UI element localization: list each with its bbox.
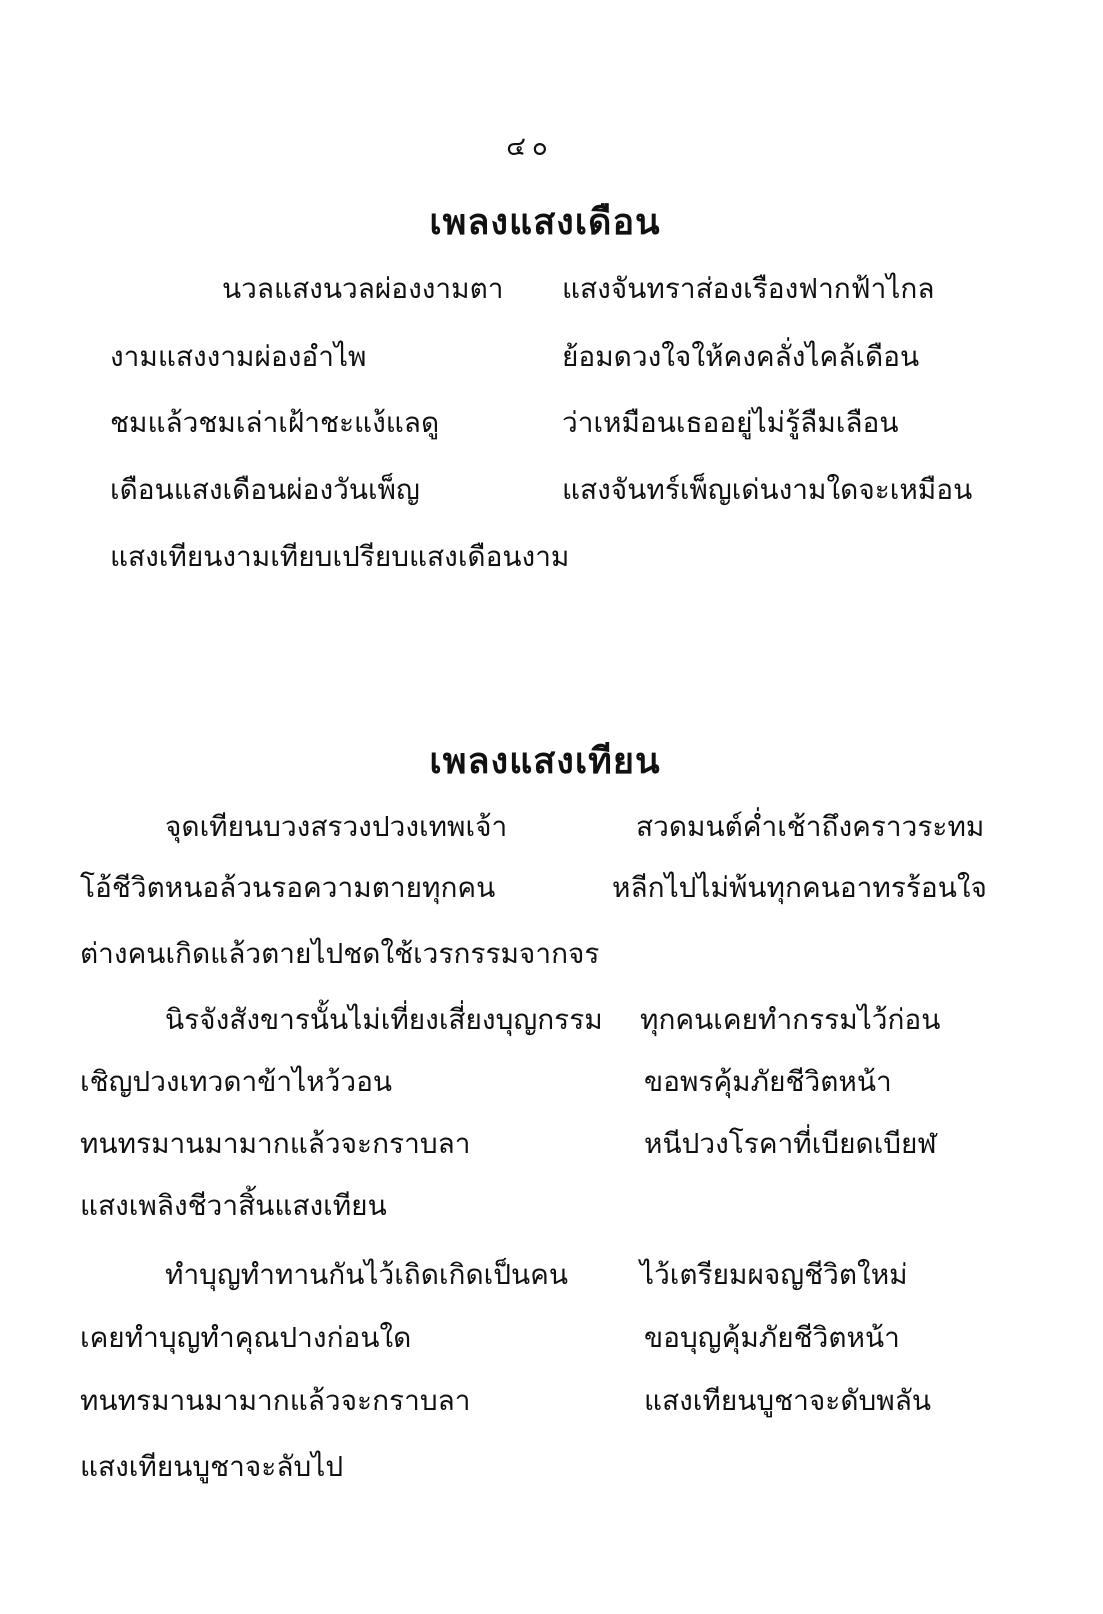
verse-line: ทำบุญทำทานกันไว้เถิดเกิดเป็นคน [165,1258,568,1291]
verse-line: ว่าเหมือนเธออยู่ไม่รู้ลืมเลือน [562,406,899,439]
verse-line: ไว้เตรียมผจญชีวิตใหม่ [640,1258,908,1291]
page-number: ๔๐ [506,132,554,162]
verse-line: จุดเทียนบวงสรวงปวงเทพเจ้า [165,810,508,843]
verse-line: หลีกไปไม่พ้นทุกคนอาทรร้อนใจ [612,871,987,904]
verse-line: แสงเทียนงามเทียบเปรียบแสงเดือนงาม [110,540,570,573]
song-title-saeng-thian: เพลงแสงเทียน [429,740,661,782]
verse-line: ขอบุญคุ้มภัยชีวิตหน้า [644,1321,900,1354]
verse-line: ทนทรมานมามากแล้วจะกราบลา [80,1127,471,1160]
verse-line: ต่างคนเกิดแล้วตายไปชดใช้เวรกรรมจากจร [80,937,600,970]
verse-line: แสงเพลิงชีวาสิ้นแสงเทียน [80,1189,387,1222]
verse-line: แสงเทียนบูชาจะลับไป [80,1450,344,1483]
verse-line: ชมแล้วชมเล่าเฝ้าชะแง้แลดู [110,406,440,439]
verse-line: แสงเทียนบูชาจะดับพลัน [644,1384,932,1417]
verse-line: แสงจันทราส่องเรืองฟากฟ้าไกล [562,272,935,305]
verse-line: ขอพรคุ้มภัยชีวิตหน้า [644,1065,892,1098]
verse-line: งามแสงงามผ่องอำไพ [110,340,367,373]
verse-line: หนีปวงโรคาที่เบียดเบียฬ [644,1127,937,1160]
verse-line: นิรจังสังขารนั้นไม่เที่ยงเสี่ยงบุญกรรม [165,1003,603,1036]
verse-line: เดือนแสงเดือนผ่องวันเพ็ญ [110,473,420,506]
verse-line: เคยทำบุญทำคุณปางก่อนใด [80,1321,412,1354]
verse-line: ย้อมดวงใจให้คงคลั่งไคล้เดือน [562,340,920,373]
verse-line: สวดมนต์ค่ำเช้าถึงคราวระทม [636,810,985,843]
verse-line: นวลแสงนวลผ่องงามตา [222,272,504,305]
verse-line: โอ้ชีวิตหนอล้วนรอความตายทุกคน [80,871,496,904]
song-title-saeng-duean: เพลงแสงเดือน [429,201,661,243]
verse-line: แสงจันทร์เพ็ญเด่นงามใดจะเหมือน [562,473,973,506]
verse-line: ทนทรมานมามากแล้วจะกราบลา [80,1384,471,1417]
verse-line: ทุกคนเคยทำกรรมไว้ก่อน [640,1003,941,1036]
verse-line: เชิญปวงเทวดาข้าไหว้วอน [80,1065,393,1098]
